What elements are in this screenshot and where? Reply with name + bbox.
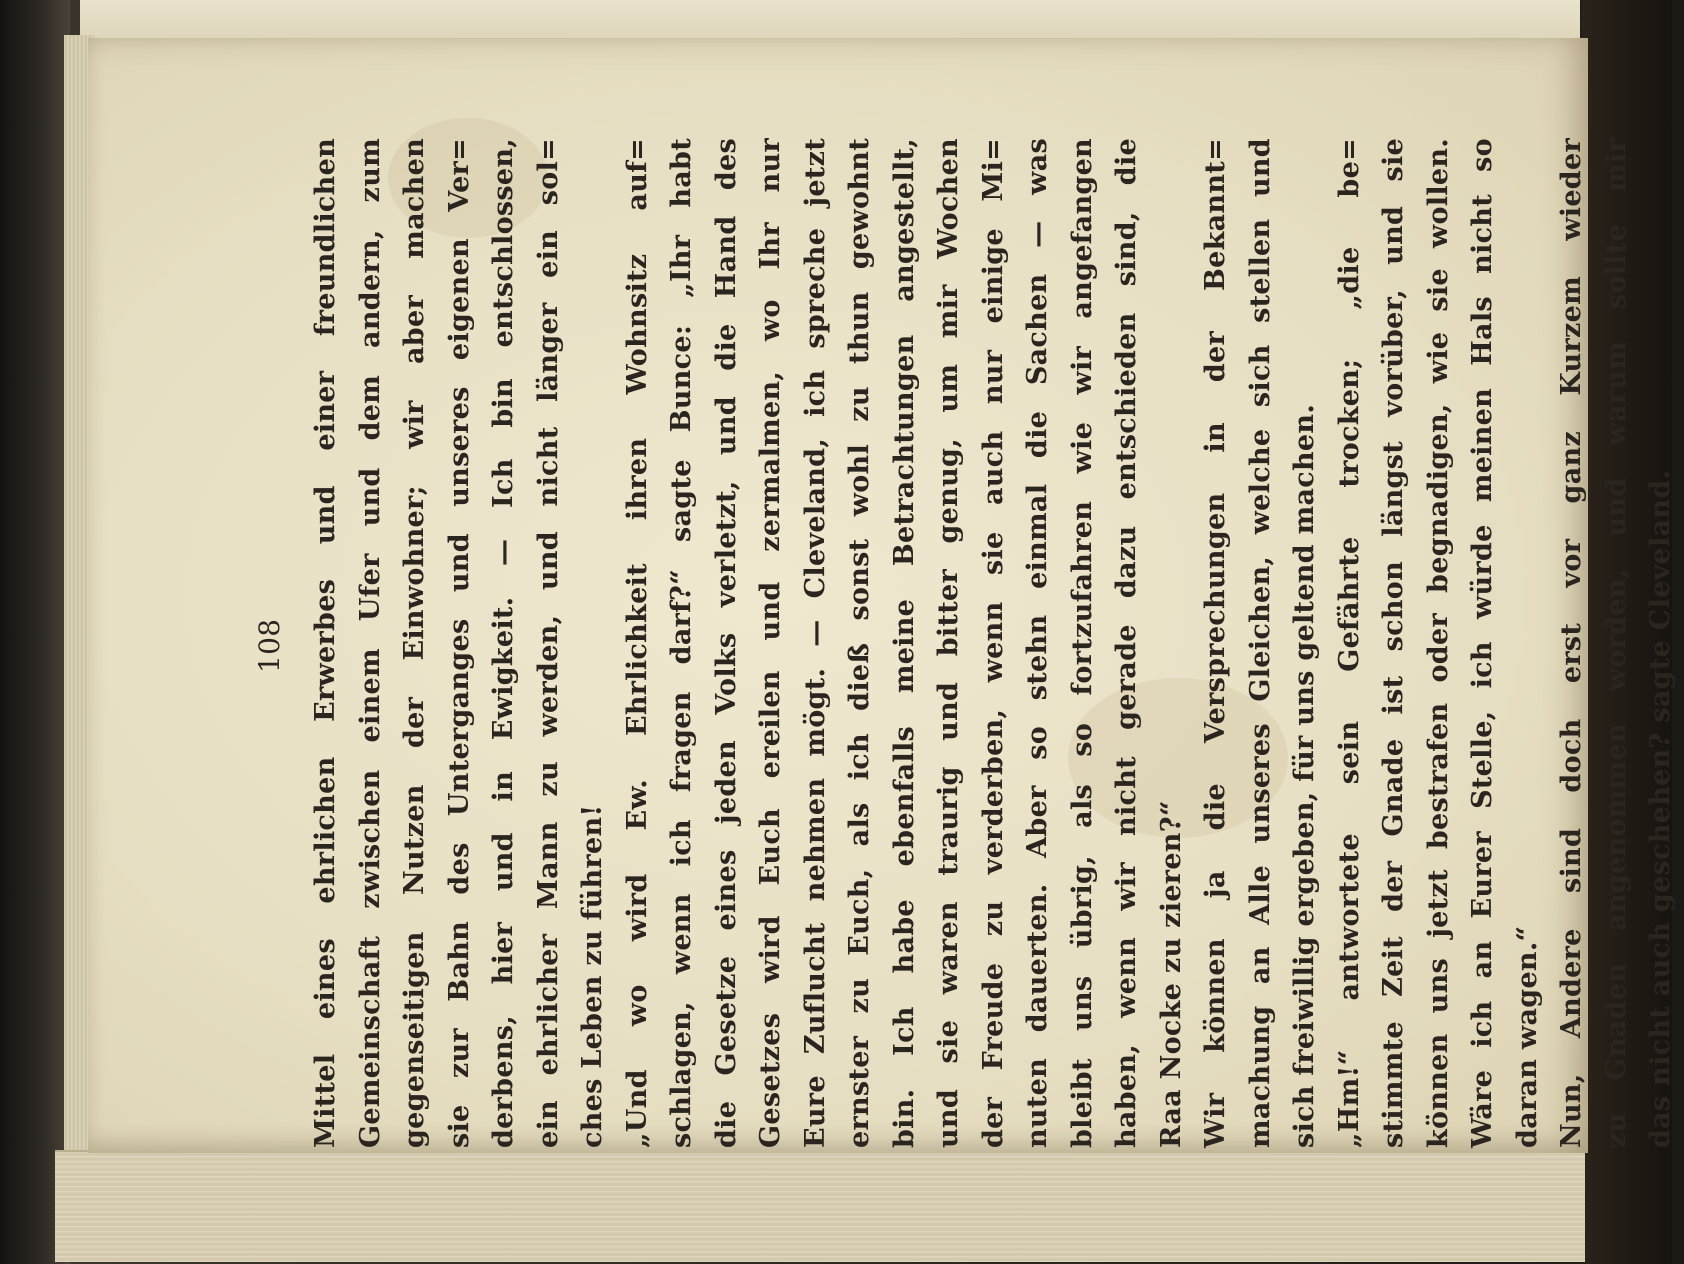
text-line: ernster zu Euch, als ich dieß sonst wohl zu thun gewohnt (844, 138, 875, 1148)
text-line: Gesetzes wird Euch ereilen und zermalmen, wo Ihr nur (755, 138, 786, 1148)
text-line: das nicht auch geschehen? sagte Cleveland. (1645, 469, 1676, 1148)
text-line: gegenseitigen Nutzen der Einwohner; wir aber machen (399, 138, 430, 1148)
text-line: „Und wo wird Ew. Ehrlichkeit ihren Wohnsitz auf= (621, 138, 653, 1148)
text-line: der Freude zu verderben, wenn sie auch nur einige Mi= (977, 138, 1009, 1148)
text-line: ein ehrlicher Mann zu werden, und nicht länger ein sol= (532, 138, 564, 1148)
text-line: bin. Ich habe ebenfalls meine Betrachtungen angestellt, (888, 138, 920, 1148)
text-line: derbens, hier und in Ewigkeit. — Ich bin entschlossen, (488, 138, 519, 1148)
text-line: die Gesetze eines jeden Volks verletzt, und die Hand des (710, 138, 742, 1148)
text-line: „Hm!“ antwortete sein Gefährte trocken; „die be= (1333, 138, 1365, 1148)
text-lines (304, 138, 1684, 1148)
text-line: Gemeinschaft zwischen einem Ufer und dem andern, zum (354, 138, 386, 1148)
text-line: sie zur Bahn des Unterganges und unseres eigenen Ver= (443, 138, 475, 1148)
text-line: ches Leben zu führen! (577, 804, 608, 1148)
text-line: nuten dauerten. Aber so stehn einmal die Sachen — was (1022, 138, 1053, 1148)
page-number: 108 (253, 618, 286, 673)
text-line: Eure Zuflucht nehmen mögt. — Cleveland, ich spreche jetzt (799, 138, 831, 1148)
text-line: stimmte Zeit der Gnade ist schon längst vorüber, und sie (1378, 138, 1409, 1148)
text-line: Wir können ja die Versprechungen in der Bekannt= (1200, 138, 1231, 1148)
book-page (88, 38, 1676, 1153)
text-line: zu Gnaden angenommen worden, und warum sollte mir (1600, 138, 1632, 1148)
text-line: Wäre ich an Eurer Stelle, ich würde meinen Hals nicht so (1467, 138, 1498, 1148)
text-line: sich freiwillig ergeben, für uns geltend machen. (1289, 403, 1320, 1148)
text-line: Mittel eines ehrlichen Erwerbes und einer freundlichen (310, 138, 341, 1148)
text-line: schlagen, wenn ich fragen darf?“ sagte Bunce: „Ihr habt (666, 138, 697, 1148)
page-text-block (248, 138, 1676, 1148)
text-line: Nun, Andere sind doch erst vor ganz Kurzem wieder (1556, 138, 1587, 1148)
text-line: daran wagen.“ (1511, 925, 1543, 1148)
page-stack-bottom (55, 1150, 1585, 1262)
text-line: machung an Alle unseres Gleichen, welche sich stellen und (1244, 138, 1276, 1148)
text-line: können uns jetzt bestrafen oder begnadigen, wie sie wollen. (1422, 138, 1454, 1148)
book-cover-edge-left (0, 0, 70, 1264)
text-line: haben, wenn wir nicht gerade dazu entschieden sind, die (1111, 138, 1142, 1148)
text-line: Raa Nocke zu zieren?“ (1155, 800, 1187, 1148)
text-line: bleibt uns übrig, als so fortzufahren wie wir angefangen (1066, 138, 1098, 1148)
previous-page-edge (80, 0, 1580, 43)
text-line: und sie waren traurig und bitter genug, um mir Wochen (933, 138, 964, 1148)
